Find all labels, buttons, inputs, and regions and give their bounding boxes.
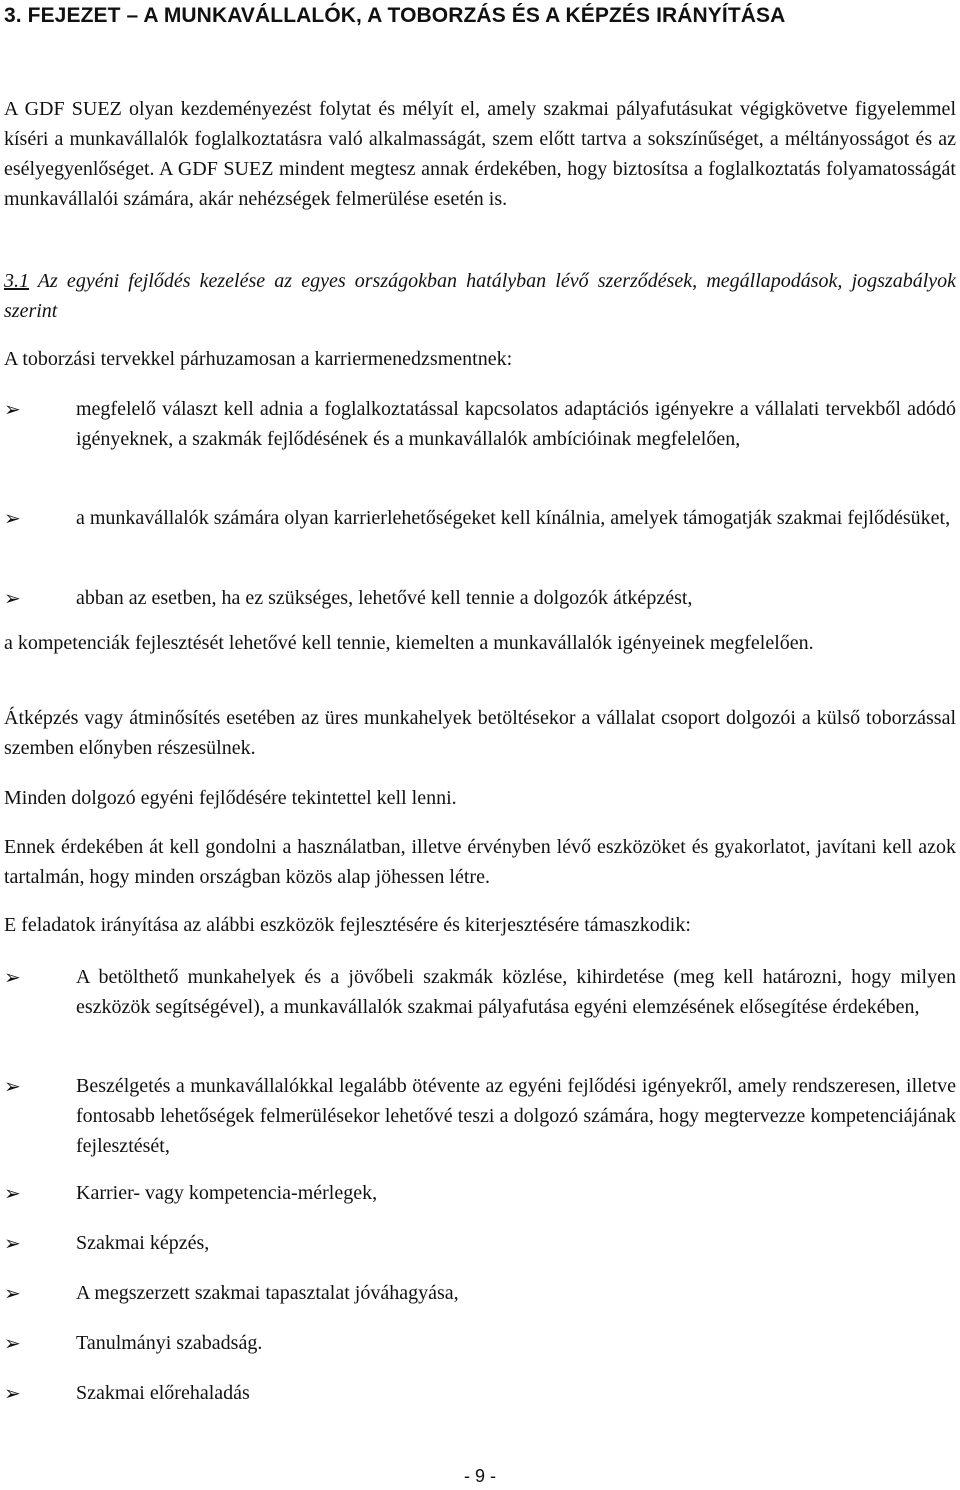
arrowhead-bullet-icon: ➢ (4, 1381, 21, 1405)
lead-paragraph-career: A toborzási tervekkel párhuzamosan a karriermenedzsmentnek: (4, 348, 513, 370)
chapter-heading: 3. FEJEZET – A MUNKAVÁLLALÓK, A TOBORZÁS ÉS A KÉPZÉS IRÁNYÍTÁSA (4, 4, 786, 27)
arrowhead-bullet-icon: ➢ (4, 506, 21, 530)
list-item-text: Tanulmányi szabadság. (76, 1332, 263, 1354)
list-item (4, 1228, 956, 1258)
list-item-text: Szakmai előrehaladás (76, 1382, 250, 1404)
arrowhead-bullet-icon: ➢ (4, 1074, 21, 1098)
arrowhead-bullet-icon: ➢ (4, 965, 21, 989)
section-number: 3.1 (4, 270, 29, 292)
list-item-text: megfelelő választ kell adnia a foglalkoztatással kapcsolatos adaptációs igényekre a vállalati tervekből adódó igényeknek, a szakmák fejlődésének és a munkavállalók ambícióinak megfelelően, (76, 398, 956, 450)
arrowhead-bullet-icon: ➢ (4, 397, 21, 421)
retraining-paragraph: Átképzés vagy átminősítés esetében az üres munkahelyek betöltésekor a vállalat csoport dolgozói a külső toborzással szemben előnyben részesülnek. (4, 707, 956, 759)
everyone-paragraph: Minden dolgozó egyéni fejlődésére tekintettel kell lenni. (4, 787, 457, 809)
list-item (4, 503, 956, 533)
lead-paragraph-tools: E feladatok irányítása az alábbi eszközök fejlesztésére és kiterjesztésére támaszkodik: (4, 914, 691, 936)
list-item (4, 1328, 956, 1358)
arrowhead-bullet-icon: ➢ (4, 1181, 21, 1205)
competence-paragraph: a kompetenciák fejlesztését lehetővé kell tennie, kiemelten a munkavállalók igényeinek megfelelően. (4, 632, 814, 654)
page-number: - 9 - (463, 1466, 496, 1486)
list-item-text: Beszélgetés a munkavállalókkal legalább ötévente az egyéni fejlődési igényekről, amely rendszeresen, illetve fontosabb lehetőségek felmerülésekor lehetővé teszi a dolgozó számára, hogy megtervezze kompetenciájának fejlesztését, (76, 1075, 956, 1157)
rethink-paragraph: Ennek érdekében át kell gondolni a használatban, illetve érvényben lévő eszközöket és gyakorlatot, javítani kell azok tartalmán, hogy minden országban közös alap jöhessen létre. (4, 836, 956, 888)
intro-paragraph: A GDF SUEZ olyan kezdeményezést folytat és mélyít el, amely szakmai pályafutásukat végigkövetve figyelemmel kíséri a munkavállalók foglalkoztatásra való alkalmasságát, szem előtt tartva a sokszínűséget, a méltányosságot és az esélyegyenlőséget. A GDF SUEZ mindent megtesz annak érdekében, hogy biztosítsa a foglalkoztatás folyamatosságát munkavállalói számára, akár nehézségek felmerülése esetén is. (4, 98, 956, 210)
list-item (4, 394, 956, 454)
list-item-text: abban az esetben, ha ez szükséges, lehetővé kell tennie a dolgozók átképzést, (76, 587, 693, 609)
list-item-text: Karrier- vagy kompetencia-mérlegek, (76, 1182, 378, 1204)
list-item (4, 583, 956, 613)
arrowhead-bullet-icon: ➢ (4, 1281, 21, 1305)
list-item (4, 1071, 956, 1161)
arrowhead-bullet-icon: ➢ (4, 1331, 21, 1355)
list-item-text: Szakmai képzés, (76, 1232, 210, 1254)
list-item (4, 962, 956, 1022)
list-item-text: A megszerzett szakmai tapasztalat jóváhagyása, (76, 1282, 459, 1304)
list-item-text: a munkavállalók számára olyan karrierlehetőségeket kell kínálnia, amelyek támogatják szakmai fejlődésüket, (76, 507, 951, 529)
list-item (4, 1178, 956, 1208)
section-heading (4, 266, 956, 326)
list-item (4, 1378, 956, 1408)
list-item (4, 1278, 956, 1308)
section-title: Az egyéni fejlődés kezelése az egyes országokban hatályban lévő szerződések, megállapodások, jogszabályok szerint (4, 270, 956, 322)
arrowhead-bullet-icon: ➢ (4, 586, 21, 610)
arrowhead-bullet-icon: ➢ (4, 1231, 21, 1255)
list-item-text: A betölthető munkahelyek és a jövőbeli szakmák közlése, kihirdetése (meg kell határozni, hogy milyen eszközök segítségével), a munkavállalók szakmai pályafutása egyéni elemzésének elősegítése érdekében, (76, 966, 956, 1018)
